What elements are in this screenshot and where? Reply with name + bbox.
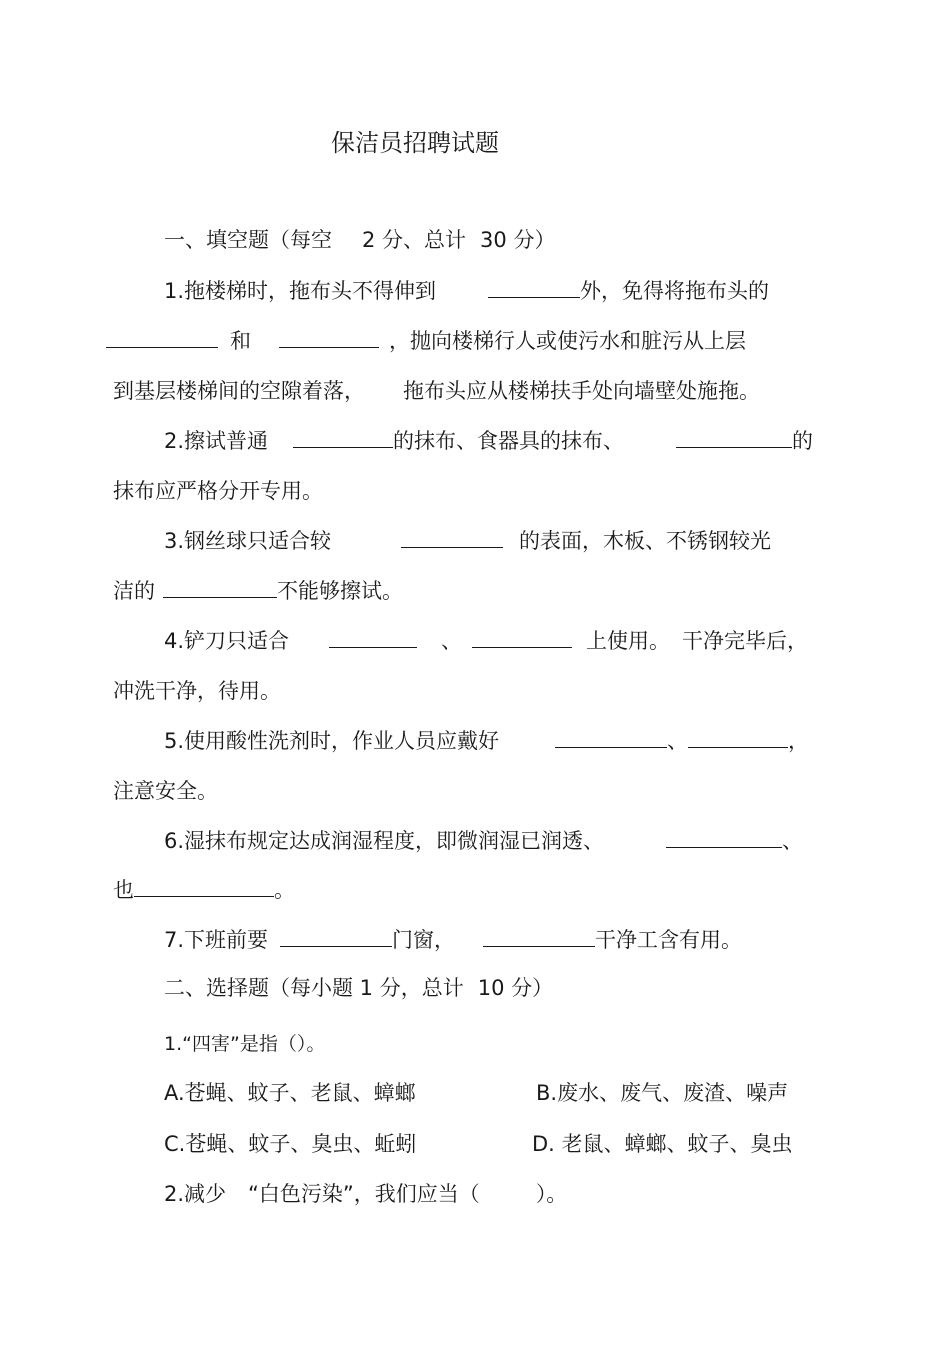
question-5-line-1 bbox=[164, 727, 809, 755]
q3-text-c: 洁的 bbox=[113, 579, 155, 603]
mc-1-option-c[interactable]: C.苍蝇、蚊子、臭虫、蚯蚓 bbox=[164, 1132, 417, 1156]
q5-blank-2[interactable] bbox=[688, 727, 788, 748]
mc-2-stem-b: “白色污染”，我们应当（ bbox=[248, 1182, 480, 1206]
mc-2-stem-c: ）。 bbox=[535, 1182, 568, 1206]
question-4-line-2 bbox=[113, 677, 281, 705]
q4-blank-2[interactable] bbox=[472, 627, 572, 648]
section-2-heading bbox=[164, 974, 553, 1002]
question-1-line-1 bbox=[164, 277, 769, 305]
q3-text-a: 3.钢丝球只适合较 bbox=[164, 529, 332, 553]
q2-text-d: 抹布应严格分开专用。 bbox=[113, 479, 323, 503]
mc-2-stem-a: 2.减少 bbox=[164, 1182, 227, 1206]
q5-text-d: 注意安全。 bbox=[113, 779, 218, 803]
q7-blank-2[interactable] bbox=[483, 926, 595, 947]
q6-text-b: 、 bbox=[782, 829, 804, 853]
question-2-line-2 bbox=[113, 477, 323, 505]
question-4-line-1 bbox=[164, 627, 808, 655]
q4-text-e: 冲洗干净，待用。 bbox=[113, 679, 281, 703]
section-1-heading bbox=[164, 226, 555, 254]
q3-blank-2[interactable] bbox=[163, 577, 277, 598]
mc-1-option-b[interactable]: B.废水、废气、废渣、噪声 bbox=[536, 1081, 789, 1105]
q2-text-c: 的 bbox=[792, 429, 814, 453]
q3-blank-1[interactable] bbox=[401, 527, 503, 548]
q3-text-d: 不能够擦试。 bbox=[277, 579, 403, 603]
q3-text-b: 的表面，木板、不锈钢较光 bbox=[519, 529, 772, 553]
section-1-total: 30 分） bbox=[480, 228, 556, 252]
q7-blank-1[interactable] bbox=[280, 926, 392, 947]
mc-1-option-a[interactable]: A.苍蝇、蚊子、老鼠、蟑螂 bbox=[164, 1081, 416, 1105]
q6-blank-2[interactable] bbox=[134, 876, 274, 897]
section-1-heading-text: 一、填空题（每空 bbox=[164, 228, 332, 252]
q6-text-d: 。 bbox=[274, 878, 295, 902]
q1-blank-1[interactable] bbox=[488, 277, 580, 298]
mc-2-stem bbox=[164, 1180, 567, 1208]
section-2-total: 10 分） bbox=[477, 976, 554, 1000]
q5-text-b: 、 bbox=[667, 729, 689, 753]
q6-text-a: 6.湿抹布规定达成润湿程度，即微润湿已润透、 bbox=[164, 829, 605, 853]
q1-text-d: ，抛向楼梯行人或使污水和脏污从上层 bbox=[389, 329, 746, 353]
question-6-line-1 bbox=[164, 827, 803, 855]
q1-blank-3[interactable] bbox=[279, 327, 379, 348]
q5-text-c: ， bbox=[788, 729, 810, 753]
q4-text-c: 上使用。 bbox=[586, 629, 671, 653]
section-1-points: 2 分、总计 bbox=[362, 228, 467, 252]
question-2-line-1 bbox=[164, 427, 813, 455]
q2-text-b: 的抹布、食器具的抹布、 bbox=[393, 429, 625, 453]
q6-blank-1[interactable] bbox=[666, 827, 782, 848]
question-1-line-3 bbox=[113, 377, 760, 405]
q4-text-a: 4.铲刀只适合 bbox=[164, 629, 290, 653]
page-title: 保洁员招聘试题 bbox=[331, 129, 499, 157]
q1-text-c: 和 bbox=[230, 329, 251, 353]
q4-blank-1[interactable] bbox=[329, 627, 417, 648]
question-7-line-1 bbox=[164, 926, 742, 954]
section-2-heading-text: 二、选择题（每小题 1 分，总计 bbox=[164, 976, 464, 1000]
q1-text-a: 1.拖楼梯时，拖布头不得伸到 bbox=[164, 279, 437, 303]
q1-blank-2[interactable] bbox=[106, 327, 218, 348]
question-5-line-2 bbox=[113, 777, 218, 805]
q5-blank-1[interactable] bbox=[555, 727, 667, 748]
question-3-line-2 bbox=[113, 577, 403, 605]
q2-text-a: 2.擦试普通 bbox=[164, 429, 269, 453]
mc-1-stem: 1.“四害”是指（）。 bbox=[164, 1033, 326, 1055]
q6-text-c: 也 bbox=[113, 878, 134, 902]
q7-text-b: 门窗， bbox=[392, 928, 456, 952]
q1-text-e: 到基层楼梯间的空隙着落， bbox=[113, 379, 365, 403]
q4-text-b: 、 bbox=[441, 629, 463, 653]
q1-text-f: 拖布头应从楼梯扶手处向墙壁处施拖。 bbox=[403, 379, 760, 403]
q5-text-a: 5.使用酸性洗剂时，作业人员应戴好 bbox=[164, 729, 500, 753]
q2-blank-1[interactable] bbox=[293, 427, 393, 448]
q1-text-b: 外，免得将拖布头的 bbox=[580, 279, 770, 303]
q7-text-c: 干净工含有用。 bbox=[595, 928, 743, 952]
q4-text-d: 干净完毕后， bbox=[682, 629, 809, 653]
question-3-line-1 bbox=[164, 527, 771, 555]
question-1-line-2 bbox=[106, 327, 746, 355]
q7-text-a: 7.下班前要 bbox=[164, 928, 269, 952]
q2-blank-2[interactable] bbox=[676, 427, 792, 448]
question-6-line-2 bbox=[113, 876, 295, 904]
mc-1-option-d[interactable]: D. 老鼠、蟑螂、蚊子、臭虫 bbox=[532, 1132, 793, 1156]
